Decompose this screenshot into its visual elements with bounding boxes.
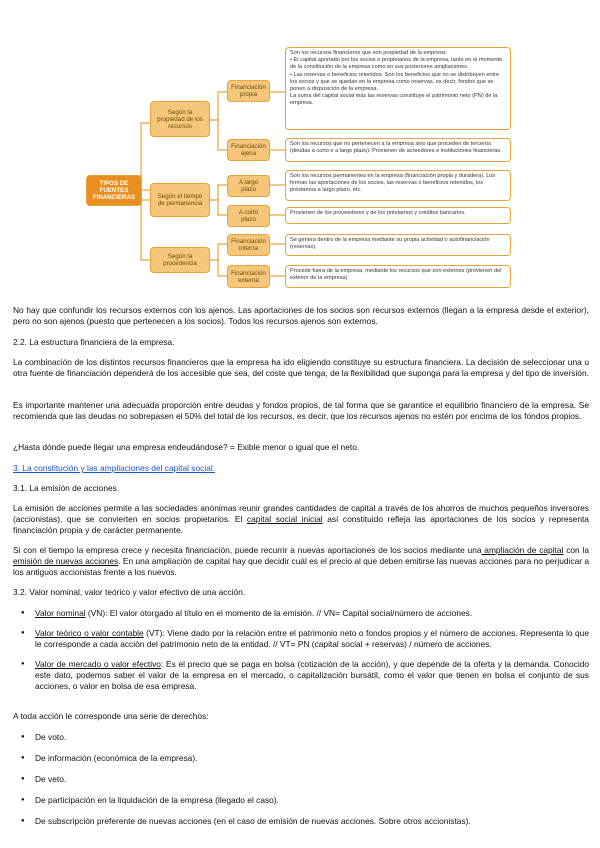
root-box: TIPOS DE FUENTES FINANCIERAS	[86, 175, 142, 206]
heading-3-2: 3.2. Valor nominal, valor teórico y valor efectivo de una acción.	[13, 587, 246, 597]
paragraph-recursos-externos: No hay que confundir los recursos externos con los ajenos. Las aportaciones de los socios son recursos externos (llegan a la empresa desde el exterior), pero no son ajenos (puesto que pertenecen a los socios). Todos los recursos ajenos son externos.	[13, 305, 589, 326]
leaf-largo-plazo: A largo plazo	[227, 175, 270, 197]
paragraph-proporcion-deudas: Es importante mantener una adecuada proporción entre deudas y fondos propios, de tal forma que se garantice el equilibrio financiero de la empresa. Se recomienda que las deudas no sobrepasen el 50% del total de los recursos, es decir, que los recursos ajenos no estén por encima de los fondos propios.	[13, 400, 589, 421]
leaf-financiacion-externa: Financiación externa	[227, 265, 270, 288]
list-item-derecho-informacion: ● De información (económica de la empresa).	[13, 753, 589, 764]
heading-3-1: 3.1. La emisión de acciones.	[13, 483, 120, 493]
paragraph-ampliacion-capital: Si con el tiempo la empresa crece y necesita financiación, puede recurrir a nuevas aportaciones de los socios mediante una ampliación de capital con la emisión de nuevas acciones. En una ampliación de capital hay que decidir cuál es el precio al que deben emitirse las nuevas acciones para no perjudicar a los antiguos accionistas frente a los nuevos.	[13, 545, 589, 577]
desc-ajena: Son los recursos que no pertenecen a la empresa sino que proceden de terceros (deudas a corto o a largo plazo). Provienen de acreedores e instituciones financieras.	[285, 138, 511, 162]
heading-3-link[interactable]: 3. La constitución y las ampliaciones del capital social.	[13, 463, 216, 473]
heading-2-2: 2.2. La estructura financiera de la empresa.	[13, 337, 175, 347]
heading-3[interactable]	[13, 463, 589, 474]
paragraph-derechos-intro: A toda acción le corresponde una serie de derechos:	[13, 711, 209, 721]
desc-propia-bullet-1: • El capital aportado por los socios o propietarios de la empresa, tanto en el momento de la constitución de la empresa como en sus posteriores ampliaciones.	[290, 57, 503, 71]
list-item-derecho-voto: ● De voto.	[13, 732, 589, 743]
desc-corto: Provienen de los proveedores y de los préstamos y créditos bancarios.	[285, 207, 511, 224]
leaf-corto-plazo: A corto plazo	[227, 205, 270, 227]
list-item-valor-mercado: ● Valor de mercado o valor efectivo: Es el precio que se paga en bolsa (cotización de la acción), y que depende de la oferta y la demanda. Conocido este dato, podemos saber el valor de la empresa en el mercado, o capitalización bursátil, como el valor que tienen en bolsa el conjunto de sus acciones, o valor en bolsa de esa empresa.	[13, 659, 589, 692]
desc-propia-intro: Son los recursos financieros que son propiedad de la empresa:	[290, 50, 447, 56]
ampliacion-de-capital: ampliación de capital	[481, 545, 564, 555]
desc-interna: Se genera dentro de la empresa mediante su propia actividad o autofinanciación (reservas).	[285, 234, 511, 256]
paragraph-emision-acciones: La emisión de acciones permite a las sociedades anónimas reunir grandes cantidades de capital a través de los ahorros de muchos pequeños inversores (accionistas), que se convierten en socios propietarios. El capital social inicial así constituido refleja las aportaciones de los socios y representa financiación propia y de carácter permanente.	[13, 503, 589, 535]
paragraph-estructura-financiera: La combinación de los distintos recursos financieros que la empresa ha ido eligiendo constituye su estructura financiera. La decisión de seleccionar una u otra fuente de financiación dependerá de los accesible que sea, del coste que tenga, de la flexibilidad que suponga para la empresa y del tipo de inversión.	[13, 357, 589, 378]
list-item-valor-nominal: ● Valor nominal (VN): El valor otorgado al título en el momento de la emisión. // VN= Capital social/número de acciones.	[13, 608, 589, 619]
list-item-derecho-liquidacion: ● De participación en la liquidación de la empresa (llegado el caso).	[13, 795, 589, 806]
leaf-financiacion-ajena: Financiación ajena	[227, 139, 270, 161]
group-box-tiempo: Según el tiempo de permanencia	[150, 183, 210, 217]
desc-externa: Procede fuera de la empresa, mediante los recursos que son externos (provienen del exterior de la empresa).	[285, 265, 511, 288]
desc-propia-end: La suma del capital social más las reservas constituye el patrimonio neto (PN) de la empresa.	[290, 93, 498, 107]
valores-list	[13, 608, 589, 692]
list-item-valor-teorico: ● Valor teórico o valor contable (VT): Viene dado por la relación entre el patrimonio neto o fondos propios y el número de acciones. Representa lo que le corresponde a cada acción del patrimonio neto de la entidad. // VT= PN (capital social + reservas) / número de acciones.	[13, 628, 589, 650]
desc-propia-bullet-2: • Las reservas o beneficios retenidos. Son los beneficios que no se distribuyen entre los socios y que se quedan en la empresa como reservas, es decir, fondos que se ponen a disposición de la empresa.	[290, 71, 500, 93]
desc-largo: Son los recursos permanentes en la empresa (financiación propia y duradera). Los forman las aportaciones de los socios, las reservas o beneficios retenidos, los préstamos a largo plazo, etc.	[285, 170, 511, 201]
list-item-derecho-veto: ● De veto.	[13, 774, 589, 785]
group-box-procedencia: Según la procedencia	[150, 247, 210, 273]
paragraph-endeudamiento: ¿Hasta dónde puede llegar una empresa endeudándose? = Exible menor o igual que el neto.	[13, 442, 360, 452]
leaf-financiacion-interna: Financiación interna	[227, 234, 270, 256]
emision-nuevas-acciones: emisión de nuevas acciones	[13, 556, 119, 566]
leaf-financiacion-propia: Financiación propia	[227, 80, 270, 102]
list-item-derecho-suscripcion: ● De subscripción preferente de nuevas acciones (en el caso de emisión de nuevas acciones. Sobre otros accionistas).	[13, 816, 589, 827]
derechos-list	[13, 732, 589, 827]
desc-propia	[285, 47, 511, 130]
capital-social-inicial: capital social inicial	[246, 514, 323, 524]
group-box-propiedad: Según la propiedad de los recursos	[150, 101, 210, 137]
